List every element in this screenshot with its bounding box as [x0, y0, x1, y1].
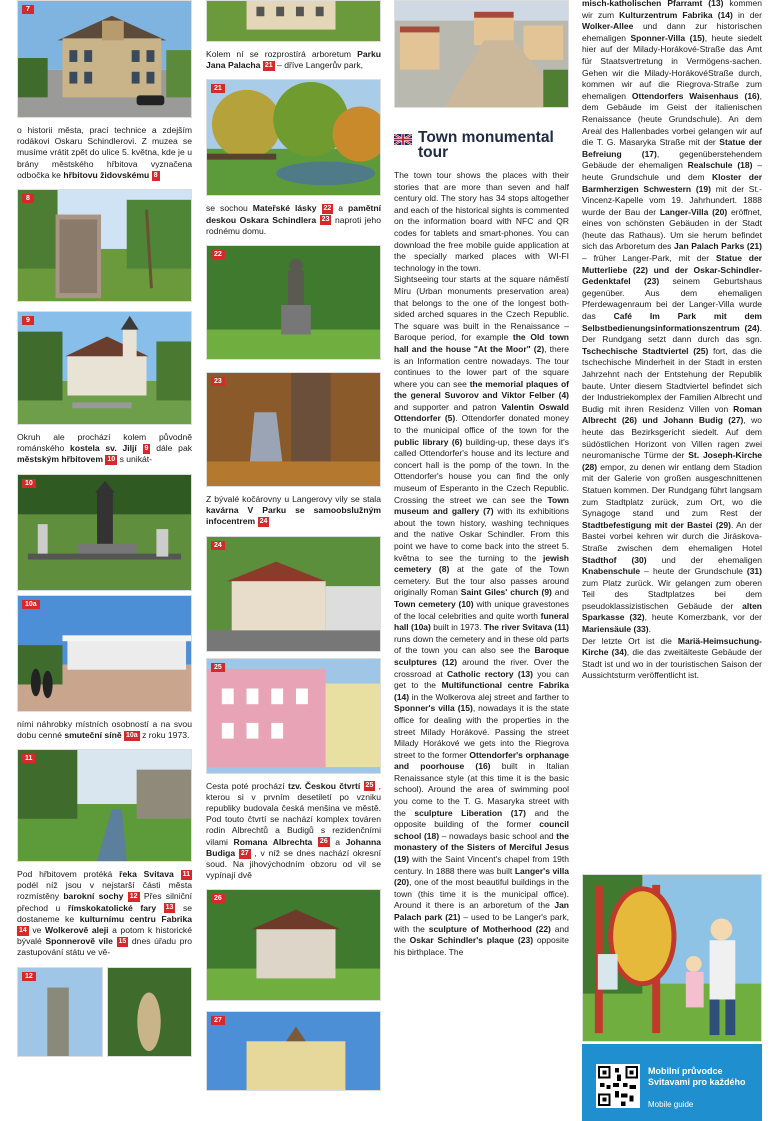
text-bold: kulturnímu centru Fabrika [79, 913, 192, 924]
photo-sculpture-1 [17, 967, 103, 1057]
river-image [18, 750, 191, 861]
text-bold: Ottendorfer's orphanage and poorhouse (16) [394, 749, 569, 772]
photo-motherhood-statue [206, 245, 381, 360]
text-bold: Kulturzentrum Fabrika (14) [619, 9, 733, 20]
photo-badge: 11 [22, 754, 35, 763]
text-bold: Catholic rectory (13) [446, 668, 533, 679]
text-bold: Mariensäule (33) [582, 624, 649, 635]
text-bold: Ottendorfers Waisenhaus (16) [631, 90, 760, 101]
text-span: around the river. Over the crossroad at [394, 656, 569, 679]
text-span: Z bývalé kočárovny u Langerovy vily se stala [206, 494, 381, 505]
text-span: with the Saint Vincent's chapel from 19th century. In 1888 there was built [394, 854, 569, 876]
photo-badge: 22 [211, 250, 225, 259]
text-span: – heute der Grundschule [644, 566, 743, 577]
text-span: . An der Bastei vorbei kehren wir durch die Jiráskova-Straße zwischen dem ehemaligen Hotel [582, 519, 762, 553]
mobile-guide-promo[interactable] [582, 1044, 762, 1121]
text-czech-quarter [206, 781, 381, 882]
text-bold: Town cemetery (10) [394, 598, 474, 609]
text-span: , heute siedelt hier auf der Milady-Horákové-Straße das Amt für Staatsvertretung in Vermögens-sachen. Gehen wir die Milady-HorákovéStraße durch, kommen wir auf die Riegrova-Straße zum ehemaligen [582, 32, 762, 101]
czech-quarter-image [207, 659, 380, 773]
text-span: and supporter and patron [394, 401, 497, 412]
text-bold: St. Joseph-Kirche (28) [582, 450, 762, 472]
stop-number: 23 [321, 216, 330, 224]
text-bold: funeral hall (10a) [394, 610, 569, 633]
jewish-cemetery-image [18, 190, 191, 301]
text-span: and the [394, 923, 569, 946]
text-bold: the monastery of the Sisters of Merciful Jesus (19) [394, 830, 569, 865]
text-span: – dříve Langerův park, [277, 60, 364, 71]
column-3 [394, 0, 569, 1121]
text-span: und der ehemaligen [661, 554, 762, 565]
text-bold: Stadthof (30) [582, 554, 647, 565]
text-span: zum Platz zurück. Wir gelangen zum oberen Teil des Stadtplatzes bei dem pseudoklassizistischen Gebäude der [582, 577, 762, 611]
photo-museum [17, 0, 192, 118]
text-bold: Multifunctional centre Fabrika (14) [394, 680, 569, 702]
text-bold: The river Svitava (11) [483, 622, 569, 633]
text-bold: Parku Jana Palacha [206, 49, 381, 71]
text-bold: smuteční síně [64, 729, 122, 740]
text-bold: sculpture of Motherhood (22) [428, 923, 551, 934]
photo-badge: 27 [211, 1016, 225, 1025]
text-cafe [206, 494, 381, 528]
text-span: se sochou [206, 203, 248, 214]
text-bold: Tschechische Stadtviertel (25) [582, 345, 709, 356]
photo-badge: 10 [22, 479, 36, 488]
text-span: , nowadays it is the state office for dealing with the properties in the street Milady Horákové. Passing the street Milady Horákové we gets into the Riegrova street to the former [394, 703, 569, 760]
text-span: building-up, these days it's called Ottendorfer's house and its lecture and concert hall is the pomp of the town. In the Ottendorfer's house you can find the only museum of Esperanto in the Czech Republic. Crossing the street we can see the [394, 436, 569, 505]
text-bold: Town museum and gallery (7) [394, 494, 569, 517]
text-span: kommen wir zum [582, 0, 762, 20]
german-tour-text [582, 0, 762, 682]
text-span: you can get to the [394, 668, 569, 691]
stop-number: 10 [107, 456, 116, 464]
photo-badge: 25 [211, 663, 225, 672]
text-bold: public library (6) [394, 436, 463, 447]
text-span: with its exhibitions about the town history, washing techniques and the native Oskar Schindler. From this point we have to come back into the street 5. května to see the turning to the [394, 506, 569, 563]
text-span: in der [737, 9, 762, 20]
text-span: o historii města, prací technice a zdejším rodákovi Oskaru Schindlerovi. Z muzea se musíme vrátit zpět do ulice 5. května, kde je u brány městského hřbitova vyznačena odbočka ke [17, 125, 192, 180]
text-span: empor, zu denen wir entlang dem Stadion mit der Galerie von großen ausgeschnittenen Statuen kommen. Der Rundgang führt langsam zum Stadtplatz zurück, zum Ort, wo die Synagoge stand und zum Rest der [582, 461, 762, 519]
text-span: und dann zur historischen ehemaligen [582, 21, 762, 43]
text-park [206, 49, 381, 71]
photo-badge: 21 [211, 84, 225, 93]
text-span: eröffnet, eines von schönsten Gebäuden in der Stadt (heute das Rathaus). Um sie herum befindet sich das Arboretum des [582, 206, 762, 252]
text-span: a potom k historické bývalé [17, 925, 192, 947]
text-span: in the Wolkerova alej street and farther to [411, 691, 569, 702]
text-bold: městským hřbitovem [17, 454, 103, 465]
cafe-image [207, 537, 380, 651]
stop-number: 22 [323, 205, 332, 213]
stop-number: 9 [144, 444, 149, 452]
photo-badge: 7 [22, 5, 34, 14]
text-bold: Mariä-Heimsuchung-Kirche (34) [582, 635, 762, 658]
square-image [395, 1, 568, 107]
text-bold: Valentin Oswald Ottendorfer (5) [394, 401, 569, 424]
text-funeral-hall [17, 719, 192, 741]
photo-badge: 9 [22, 316, 34, 325]
photo-plaque [206, 372, 381, 487]
stop-number: 27 [240, 849, 249, 857]
text-span: naproti jeho rodnému domu. [206, 214, 381, 236]
text-span: with unique gravestones of the local celebrities and quite worth [394, 598, 569, 621]
column-4 [582, 0, 762, 1121]
plaque-image [207, 373, 380, 486]
stop-number: 26 [319, 838, 328, 846]
text-bold: Oskar Schindler's plaque (23) [409, 935, 534, 946]
text-bold: Statue der Befreiung (17) [582, 137, 762, 159]
text-span: s unikát- [119, 454, 153, 465]
text-span: – heute Grundschule und dem [582, 160, 762, 182]
albrecht-villa-image [207, 890, 380, 1000]
text-span: seinem Geburtshaus gegenüber. Aus dem ehemaligen Pferdewagenraum bei der Langer-Villa wurde das [582, 276, 762, 322]
text-span: dále pak [156, 443, 192, 454]
stop-number: 21 [264, 61, 273, 69]
children-board-image [583, 875, 761, 1041]
text-span: fort, das die tschechische Minderheit in der Stadt in ersten Jahrzehnt nach der Entstehung der Republik baute. Unter diesem Stadtviertel befindet sich der Industriekomplex der Familien Albrecht und Budig mit ihren Residenz Villen von [582, 345, 762, 414]
text-span: mit der St.-Vincenz-Kapelle vom 19. Jahrhundert. 1888 wurde der Bau der [582, 183, 762, 217]
promo-subtitle: Mobile guide [648, 1100, 694, 1109]
text-span: , dem Gebäude im Geist der italienischen Renaissance (heute Grundschule). An dem Areal des Hallenbades vorbei gelangen wir auf die T. G. Masaryka Straße mit der [582, 90, 762, 148]
column-2 [206, 0, 381, 1121]
text-bold: tzv. Českou čtvrtí [287, 780, 361, 791]
text-bold: Langer-Villa (20) [659, 206, 728, 217]
stop-number: 13 [165, 904, 174, 912]
photo-church [17, 311, 192, 425]
text-bold: (31) [746, 566, 762, 577]
text-span: Okruh ale prochází kolem původně románského [17, 432, 192, 454]
text-span: , v níž se dnes nachází okresní soud. Na jihovýchodním obzoru od vil se vypínají dvě [206, 847, 381, 881]
text-bold: Mateřské lásky [252, 203, 317, 214]
photo-row-sculptures [17, 967, 192, 1057]
text-span: Pod hřbitovem protéká [17, 869, 113, 880]
text-span: Der letzte Ort ist die [582, 635, 672, 646]
text-span: podél níž jsou v nejstarší části města rozmístěny [17, 880, 192, 902]
text-span: and the opposite building of the former [394, 807, 569, 830]
park-image [207, 80, 380, 195]
german-body-2 [582, 636, 762, 682]
promo-title: Mobilní průvodce Svitavami pro každého [648, 1066, 746, 1087]
text-bold: Realschule (18) [687, 160, 753, 171]
text-statue [206, 203, 381, 237]
motherhood-statue-image [207, 246, 380, 359]
text-river [17, 869, 192, 959]
text-bold: Knabenschule [582, 566, 641, 577]
photo-badge: 23 [211, 377, 225, 386]
photo-park [206, 79, 381, 196]
funeral-hall-image [18, 596, 191, 711]
text-span: , die das zweitälteste Gebäude der Stadt ist und wo in der touristischen Saison der Aussichtsturm veröffentlicht ist. [582, 647, 762, 681]
photo-badge: 24 [211, 541, 225, 550]
text-span: runs down the cemetery and in these old parts of the town you can also see the [394, 633, 569, 656]
text-bold: římskokatolické fary [67, 902, 157, 913]
photo-villa-top [206, 0, 381, 42]
text-church [17, 432, 192, 466]
text-span: se dostaneme ke [17, 902, 192, 924]
text-span: a [335, 836, 341, 847]
sculpture-image [18, 968, 102, 1056]
text-span: Sightseeing tour starts at the square náměstí Míru (Urban monuments preservation area) that belongs to the one of the longest both-sided arched squares in the Czech Republic. The square was built in the Renaissance – Baroque period, for example [394, 274, 569, 343]
text-bold: kostela sv. Jiljí [70, 443, 137, 454]
text-bold: Kloster der Barmherzigen Schwestern (19) [582, 171, 762, 194]
text-bold: Sponner's villa (15) [394, 703, 473, 714]
text-bold: Stadtbefestigung mit der Bastei (29) [582, 519, 731, 530]
photo-sculpture-2 [107, 967, 192, 1057]
church-image [18, 312, 191, 424]
text-span: Cesta poté prochází [206, 780, 285, 791]
german-body-1 [582, 0, 762, 636]
text-bold: Baroque sculptures (12) [394, 645, 569, 667]
text-bold: hřbitovu židovskému [63, 169, 150, 180]
text-span: ními náhrobky místních osobností a na svou dobu cenné [17, 718, 192, 740]
photo-jewish-cemetery [17, 189, 192, 302]
stop-number: 15 [118, 937, 127, 945]
photo-funeral-hall [17, 595, 192, 712]
text-bold: the Old town hall and the house "At the Moor" (2) [394, 332, 569, 354]
text-span: ve [32, 925, 42, 936]
text-bold: Sponnerově vile [45, 936, 113, 947]
photo-cafe [206, 536, 381, 652]
text-bold: barokní sochy [63, 891, 124, 902]
text-span: built in 1973. [433, 622, 482, 633]
text-span: , wo heute das Bezirksgericht siedelt. Auf dem südöstlichen Horizont von Villen ragen zwei neuromanische Türme der [582, 415, 762, 461]
photo-children-board [582, 874, 762, 1042]
text-span: Přes silniční přechod u [17, 891, 192, 913]
text-bold: jewish cemetery (8) [394, 552, 569, 575]
text-bold: kavárna V Parku se samoobslužným infocentrem [206, 505, 381, 527]
text-bold: pamětní deskou Oskara Schindlera [206, 203, 381, 225]
english-tour-text [394, 170, 569, 958]
text-span: – früher Langer-Park, mit der [582, 253, 710, 264]
photo-czech-quarter [206, 658, 381, 774]
stop-number: 24 [259, 518, 268, 526]
text-museum [17, 125, 192, 181]
text-span: a [338, 203, 344, 214]
museum-image [18, 1, 191, 117]
column-1 [17, 0, 192, 1121]
section-title: Town monumental tour [418, 129, 554, 161]
photo-badge: 10a [22, 600, 40, 609]
text-span: . Der Rundgang setzt dann durch das sgn. [582, 322, 762, 345]
text-bold: Langer's villa (20) [394, 865, 569, 888]
text-bold: Jan Palach park (21) [394, 900, 569, 922]
uk-flag-icon [394, 134, 412, 145]
text-span: Kolem ní se rozprostírá arboretum [206, 49, 352, 59]
text-bold: Johanna Budiga [206, 836, 381, 858]
text-span: , there is an Information centre nowadays. The tour continues to the lower part of the square where you can see [394, 343, 569, 389]
text-bold: Café Im Park mit dem Selbstbedienungsinformationszentrum (24) [582, 311, 762, 333]
text-bold: Wolkerově aleji [44, 925, 109, 936]
photo-badge: 26 [211, 894, 225, 903]
text-span: , heute Komerzbank, vor der [644, 612, 762, 623]
text-bold: sculpture Liberation (17) [414, 807, 526, 818]
text-span: and [554, 587, 569, 598]
photo-badge: 8 [22, 194, 34, 203]
photo-badge: 12 [22, 972, 36, 981]
text-bold: Jan Palach Parks (21) [673, 241, 762, 252]
text-span: – used to be Langer's park, with the [394, 912, 569, 934]
tour-intro: The town tour shows the places with their stories that are more than seven and half century old. The story has 34 stops altogether and each of the historical sights is commented on the information board with NFC and QR codes for tablets and smart-phones. You can download the free mobile guide application at the specially marked places with WI-FI technology in the town. [394, 170, 569, 273]
stop-number: 11 [182, 870, 191, 878]
photo-square [394, 0, 569, 108]
section-title-row [394, 130, 569, 160]
stop-number: 12 [129, 893, 138, 901]
stop-number: 25 [365, 782, 374, 790]
qr-code-icon[interactable] [596, 1064, 640, 1108]
text-bold: Romana Albrechta [233, 836, 313, 847]
budig-villa-image [207, 1012, 380, 1090]
text-span: – nowadays basic school and [441, 830, 554, 841]
photo-town-cemetery [17, 474, 192, 591]
text-bold: řeka Svitava [119, 869, 174, 880]
photo-river [17, 749, 192, 862]
text-bold: alten Sparkasse (32) [582, 600, 762, 623]
photo-albrecht-villa [206, 889, 381, 1001]
text-span: , kterou si v prvním desetiletí po vzniku republiky budovala česká menšina ve městě. Pod touto čtvrtí se nachází komplex továren rodin Albrechtů a Budigů s rezidenčními vilami [206, 780, 381, 847]
photo-budig-villa [206, 1011, 381, 1091]
text-span: . Ottendorfer donated money to the municipal office of the town for the [394, 413, 569, 436]
text-bold: the memorial plaques of the general Suvorov and Viktor Felber (4) [394, 378, 569, 401]
stop-number: 10a [126, 731, 138, 739]
text-span: , one of the most beautiful buildings in the town (this time it is the municipal office). Around it there is an arboretum of the [394, 877, 569, 911]
stop-number: 14 [19, 926, 27, 934]
text-span: at the gate of the Town cemetery. But the tour also passes around originally Roman [394, 564, 569, 598]
text-bold: council school (18) [394, 819, 569, 841]
text-bold: Roman Albrecht (26) und Johann Budig (27) [582, 403, 762, 426]
text-bold: misch-katholischen Pfarramt (13) [582, 0, 724, 8]
tour-body-1 [394, 274, 569, 958]
villa-image [207, 1, 380, 41]
text-span: built in Italian Renaissance style (at this time it is the basic school). Around the area of swimming pool you come to the T. G. Masaryka street with the [394, 761, 569, 818]
sculpture-image [108, 968, 191, 1056]
text-bold: Saint Giles' church (9) [460, 587, 552, 598]
text-span: dnes úřadu pro zastupování státu ve vě- [17, 936, 192, 958]
text-span: , gegenüberstehendem Gebäude der ehemaligen [582, 148, 762, 171]
text-bold: Wolker-Allee [582, 21, 634, 32]
text-span: . [648, 624, 651, 635]
town-cemetery-image [18, 475, 191, 590]
stop-number: 8 [153, 171, 158, 179]
text-span: opposite his birthplace. The [394, 935, 569, 957]
text-bold: Statue der Mutterliebe (22) und der Oskar-Schindler-Gedenktafel (23) [582, 253, 762, 287]
text-span: z roku 1973. [142, 729, 190, 740]
text-bold: Sponner-Villa (15) [630, 32, 705, 43]
